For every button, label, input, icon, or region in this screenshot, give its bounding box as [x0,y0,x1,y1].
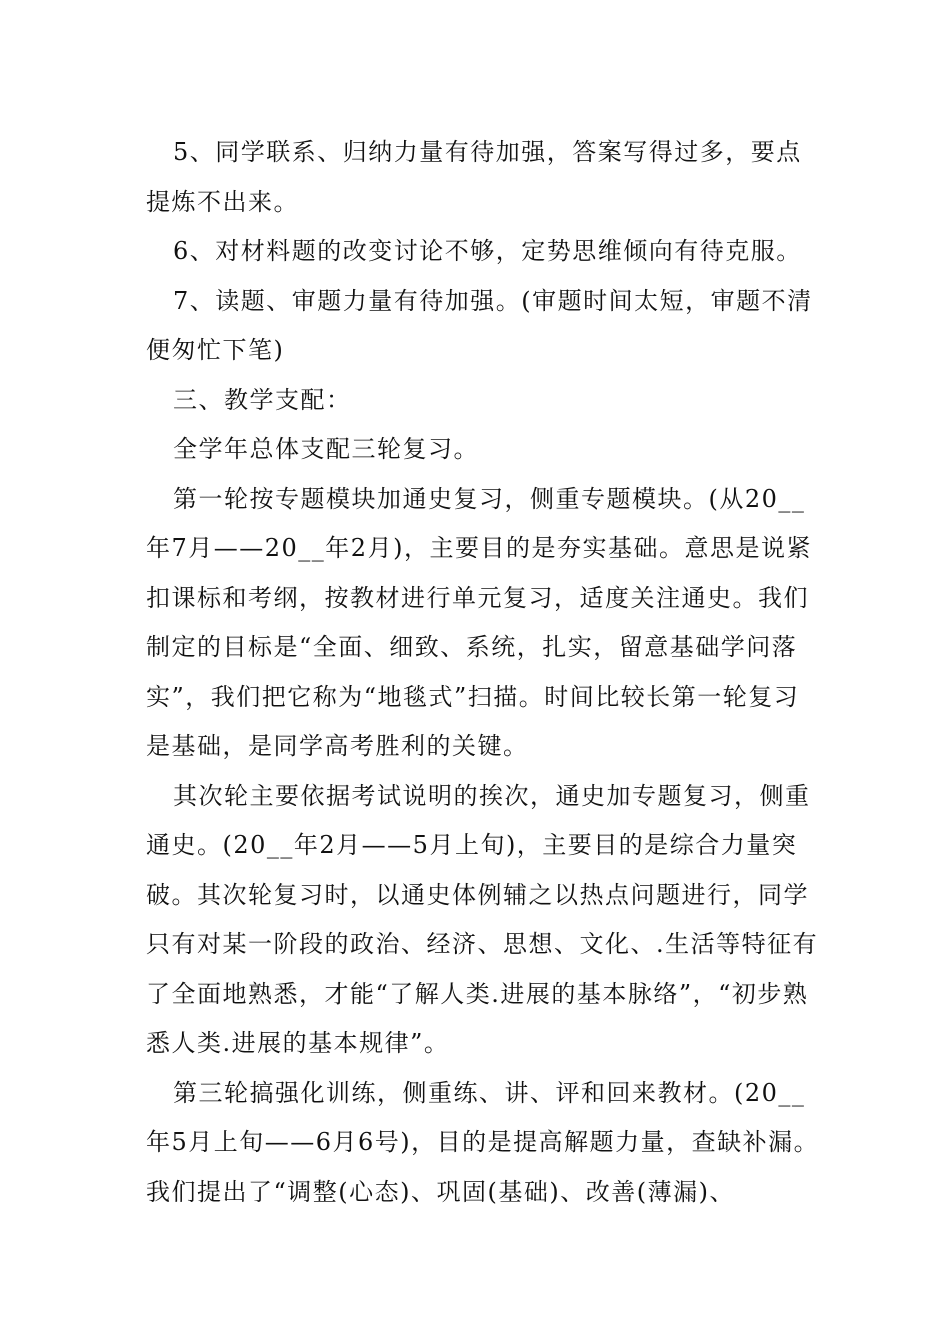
paragraph-third-round: 第三轮搞强化训练，侧重练、讲、评和回来教材。(20__年5月上旬——6月6号)，目的是提高解题力量，查缺补漏。我们提出了“调整(心态)、巩固(基础)、改善(薄漏)、 [146,1078,820,1206]
paragraph-item-6: 6、对材料题的改变讨论不够，定势思维倾向有待克服。 [173,237,802,265]
document-body [146,128,821,1217]
paragraph-item-5: 5、同学联系、归纳力量有待加强，答案写得过多，要点提炼不出来。 [146,138,802,216]
paragraph-item-7: 7、读题、审题力量有待加强。(审题时间太短，审题不清便匆忙下笔) [146,286,813,364]
section-heading-teaching-plan: 三、教学支配： [173,385,352,414]
paragraph-first-round: 第一轮按专题模块加通史复习，侧重专题模块。(从20__年7月——20__年2月)，主要目的是夯实基础。意思是说紧扣课标和考纲，按教材进行单元复习，适度关注通史。我们制定的目标是“全面、细致、系统，扎实，留意基础学问落实”，我们把它称为“地毯式”扫描。时间比较长第一轮复习是基础，是同学高考胜利的关键。 [146,484,812,760]
paragraph-overall-plan: 全学年总体支配三轮复习。 [173,435,479,463]
paragraph-second-round: 其次轮主要依据考试说明的挨次，通史加专题复习，侧重通史。(20__年2月——5月上旬)，主要目的是综合力量突破。其次轮复习时，以通史体例辅之以热点问题进行，同学只有对某一阶段的政治、经济、思想、文化、.生活等特征有了全面地熟悉，才能“了解人类.进展的基本脉络”，“初步熟悉人类.进展的基本规律”。 [146,781,819,1057]
